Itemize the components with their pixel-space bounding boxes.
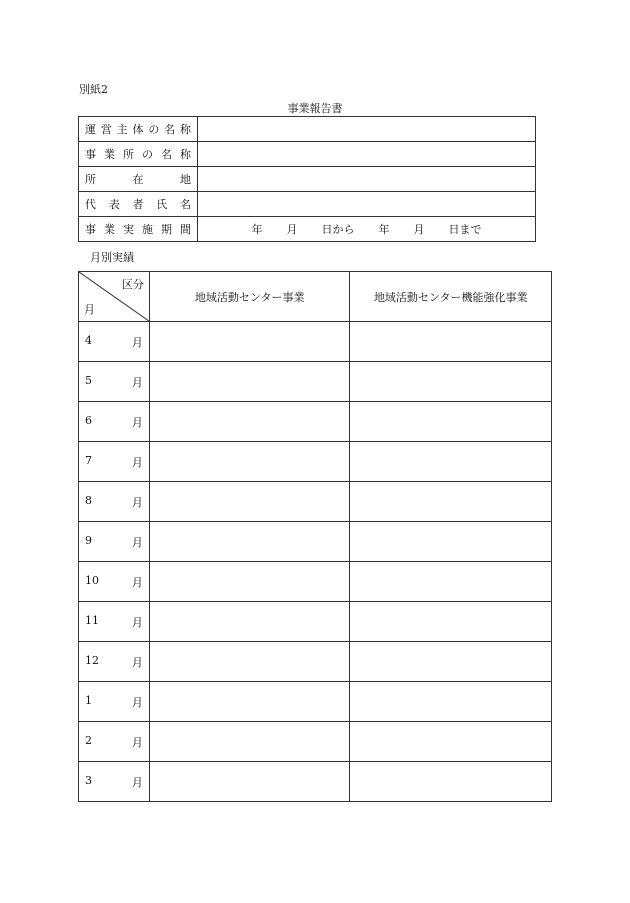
month-row <box>79 602 552 642</box>
label-period <box>79 217 198 242</box>
cell-community-center[interactable] <box>149 442 350 482</box>
period-month-end: 月 <box>413 223 425 236</box>
month-row <box>79 442 552 482</box>
month-label-cell <box>79 402 150 442</box>
cell-community-center[interactable] <box>149 482 350 522</box>
cell-enhancement[interactable] <box>350 402 552 442</box>
label-char: 体 <box>132 123 144 136</box>
period-month-start: 月 <box>286 223 298 236</box>
cell-community-center[interactable] <box>149 642 350 682</box>
label-char: 者 <box>132 198 144 211</box>
label-char: 業 <box>104 148 115 161</box>
label-char: 氏 <box>156 198 168 211</box>
label-char: 営 <box>100 123 112 136</box>
label-char: 称 <box>179 123 191 136</box>
header-col-enhancement: 地域活動センター機能強化事業 <box>350 272 552 322</box>
month-number: 8 <box>85 493 92 507</box>
month-number: 9 <box>85 533 92 547</box>
month-row <box>79 362 552 402</box>
label-operator-name <box>79 117 198 142</box>
header-category-label: 区分 <box>121 278 144 291</box>
month-row <box>79 522 552 562</box>
label-char: 所 <box>123 148 134 161</box>
value-address[interactable] <box>198 167 536 192</box>
label-representative <box>79 192 198 217</box>
month-number: 2 <box>85 733 92 747</box>
month-number: 1 <box>85 693 92 707</box>
label-char: 運 <box>85 123 96 136</box>
label-char: 在 <box>132 173 144 186</box>
period-year-start: 年 <box>251 223 263 236</box>
month-number: 4 <box>85 333 92 347</box>
month-unit: 月 <box>131 415 143 429</box>
info-row-address <box>79 167 536 192</box>
cell-community-center[interactable] <box>149 682 350 722</box>
label-char: 名 <box>161 148 172 161</box>
month-number: 11 <box>85 613 99 627</box>
month-unit: 月 <box>131 375 143 389</box>
cell-community-center[interactable] <box>149 562 350 602</box>
month-number: 12 <box>85 653 99 667</box>
info-row-representative <box>79 192 536 217</box>
label-char: 名 <box>164 123 176 136</box>
month-unit: 月 <box>131 695 143 709</box>
label-char: の <box>148 123 160 136</box>
label-char: 代 <box>85 198 96 211</box>
info-row-office <box>79 142 536 167</box>
month-label-cell <box>79 482 150 522</box>
label-char: 事 <box>85 148 96 161</box>
period-year-end: 年 <box>378 223 390 236</box>
month-label-cell <box>79 322 150 362</box>
month-unit: 月 <box>131 495 143 509</box>
info-row-period <box>79 217 536 242</box>
cell-enhancement[interactable] <box>350 442 552 482</box>
month-row <box>79 402 552 442</box>
header-col-community-center: 地域活動センター事業 <box>149 272 350 322</box>
attachment-label: 別紙2 <box>79 83 108 96</box>
month-label-cell <box>79 562 150 602</box>
period-day-from: 日から <box>321 223 355 236</box>
label-address <box>79 167 198 192</box>
monthly-header-row <box>79 272 552 322</box>
month-number: 3 <box>85 773 92 787</box>
month-label-cell <box>79 442 150 482</box>
label-char: 施 <box>142 223 153 236</box>
cell-enhancement[interactable] <box>350 762 552 802</box>
info-row-operator <box>79 117 536 142</box>
monthly-table <box>78 271 552 802</box>
label-char: 業 <box>104 223 115 236</box>
month-row <box>79 562 552 602</box>
label-char: 所 <box>85 173 96 186</box>
month-number: 6 <box>85 413 92 427</box>
month-label-cell <box>79 682 150 722</box>
month-row <box>79 322 552 362</box>
month-row <box>79 722 552 762</box>
month-unit: 月 <box>131 655 143 669</box>
value-period[interactable] <box>198 217 536 242</box>
label-char: 事 <box>85 223 96 236</box>
month-label-cell <box>79 522 150 562</box>
label-char: 称 <box>180 148 191 161</box>
month-unit: 月 <box>131 575 143 589</box>
month-unit: 月 <box>131 775 143 789</box>
month-unit: 月 <box>131 335 143 349</box>
cell-enhancement[interactable] <box>350 482 552 522</box>
value-operator-name[interactable] <box>198 117 536 142</box>
cell-community-center[interactable] <box>149 762 350 802</box>
label-char: 主 <box>116 123 128 136</box>
label-char: 間 <box>180 223 191 236</box>
cell-enhancement[interactable] <box>350 362 552 402</box>
month-label-cell <box>79 602 150 642</box>
label-office-name <box>79 142 198 167</box>
value-representative[interactable] <box>198 192 536 217</box>
cell-community-center[interactable] <box>149 722 350 762</box>
cell-community-center[interactable] <box>149 522 350 562</box>
cell-community-center[interactable] <box>149 402 350 442</box>
header-diagonal-cell <box>79 272 150 322</box>
month-unit: 月 <box>131 455 143 469</box>
month-row <box>79 642 552 682</box>
cell-enhancement[interactable] <box>350 642 552 682</box>
header-month-label: 月 <box>84 303 95 316</box>
info-table <box>78 116 536 242</box>
cell-enhancement[interactable] <box>350 562 552 602</box>
month-row <box>79 762 552 802</box>
cell-enhancement[interactable] <box>350 722 552 762</box>
label-char: 実 <box>123 223 134 236</box>
cell-community-center[interactable] <box>149 362 350 402</box>
month-row <box>79 482 552 522</box>
month-label-cell <box>79 722 150 762</box>
month-label-cell <box>79 642 150 682</box>
cell-community-center[interactable] <box>149 602 350 642</box>
period-day-until: 日まで <box>448 223 482 236</box>
month-label-cell <box>79 362 150 402</box>
cell-enhancement[interactable] <box>350 602 552 642</box>
label-char: 表 <box>108 198 120 211</box>
month-number: 7 <box>85 453 92 467</box>
label-char: の <box>142 148 153 161</box>
month-number: 10 <box>85 573 99 587</box>
month-unit: 月 <box>131 535 143 549</box>
cell-community-center[interactable] <box>149 322 350 362</box>
month-unit: 月 <box>131 615 143 629</box>
label-char: 地 <box>180 173 191 186</box>
label-char: 期 <box>161 223 172 236</box>
month-unit: 月 <box>131 735 143 749</box>
cell-enhancement[interactable] <box>350 682 552 722</box>
cell-enhancement[interactable] <box>350 322 552 362</box>
cell-enhancement[interactable] <box>350 522 552 562</box>
monthly-results-title: 月別実績 <box>90 251 134 264</box>
document-title: 事業報告書 <box>287 102 343 115</box>
label-char: 名 <box>180 198 191 211</box>
month-number: 5 <box>85 373 92 387</box>
month-row <box>79 682 552 722</box>
value-office-name[interactable] <box>198 142 536 167</box>
month-label-cell <box>79 762 150 802</box>
